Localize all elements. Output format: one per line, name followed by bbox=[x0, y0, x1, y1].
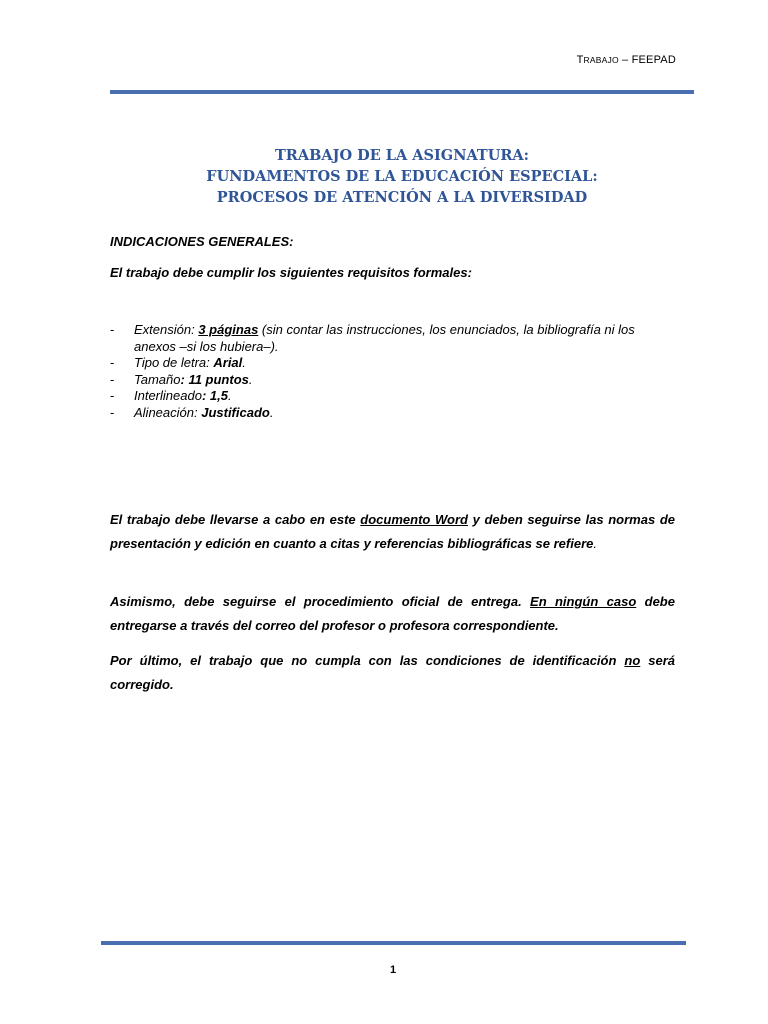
header-divider bbox=[110, 90, 694, 94]
requirement-value: : 1,5 bbox=[201, 388, 228, 403]
paragraph-word-document bbox=[110, 508, 675, 555]
requirements-list bbox=[110, 322, 680, 421]
list-dash: - bbox=[110, 322, 115, 337]
paragraph-text: será corregido. bbox=[110, 653, 675, 692]
requirement-label: Tipo de letra: bbox=[134, 355, 214, 370]
requirement-extension bbox=[110, 322, 680, 355]
requirement-font bbox=[110, 355, 680, 372]
requirement-end: . bbox=[227, 388, 232, 403]
list-dash: - bbox=[110, 371, 115, 387]
paragraph-end: . bbox=[593, 535, 597, 551]
paragraph-text: Por último, el trabajo que no cumpla con las condiciones de identificación bbox=[110, 653, 625, 668]
requirement-spacing bbox=[110, 388, 680, 405]
requirement-value: : 11 puntos bbox=[180, 371, 249, 387]
requirement-label: Extensión: bbox=[134, 322, 199, 337]
footer-divider bbox=[101, 941, 686, 945]
title-line-3: PROCESOS DE ATENCIÓN A LA DIVERSIDAD bbox=[216, 189, 588, 206]
list-dash: - bbox=[110, 404, 115, 420]
requirement-label: Interlineado bbox=[134, 388, 202, 403]
paragraph-text: debe entregarse a través del correo del profesor o profesora correspondiente. bbox=[110, 594, 675, 633]
header-label-suffix: – FEEPAD bbox=[618, 54, 676, 66]
document-title bbox=[110, 145, 694, 208]
requirement-end: . bbox=[242, 355, 246, 370]
requirement-value: 3 páginas bbox=[198, 322, 259, 337]
paragraph-text: El trabajo debe llevarse a cabo en este bbox=[110, 512, 361, 527]
requirement-end: . bbox=[248, 371, 253, 387]
requirement-label: Tamaño bbox=[134, 371, 181, 387]
title-line-1: TRABAJO DE LA ASIGNATURA: bbox=[275, 147, 529, 164]
section-heading: INDICACIONES GENERALES: bbox=[110, 234, 294, 249]
paragraph-identification bbox=[110, 649, 675, 696]
requirement-alignment bbox=[110, 405, 680, 422]
requirement-end: . bbox=[269, 404, 274, 420]
requirement-label: Alineación: bbox=[134, 404, 202, 420]
requirements-intro: El trabajo debe cumplir los siguientes requisitos formales: bbox=[110, 265, 472, 280]
header-label-smallcaps: RABAJO bbox=[583, 55, 619, 65]
page-header bbox=[577, 54, 676, 66]
title-line-2: FUNDAMENTOS DE LA EDUCACIÓN ESPECIAL: bbox=[206, 168, 598, 185]
paragraph-text: Asimismo, debe seguirse el procedimiento oficial de entrega. bbox=[110, 594, 531, 609]
header-label-initial: T bbox=[576, 54, 584, 66]
paragraph-text: y deben seguirse las normas de presentación y edición en cuanto a citas y referencias bibliográficas se refiere bbox=[110, 512, 676, 551]
requirement-note: (sin contar las instrucciones, los enunciados, la bibliografía ni los anexos –si los hubiera–). bbox=[134, 322, 635, 354]
page-number: 1 bbox=[389, 964, 397, 976]
requirement-value: Justificado bbox=[201, 404, 270, 420]
requirement-value: Arial bbox=[213, 355, 243, 370]
list-dash: - bbox=[110, 388, 115, 403]
requirement-size bbox=[110, 372, 680, 389]
word-document-emphasis: documento Word bbox=[360, 512, 468, 527]
no-emphasis: no bbox=[624, 653, 641, 668]
paragraph-submission bbox=[110, 590, 675, 637]
list-dash: - bbox=[110, 355, 115, 370]
no-case-emphasis: En ningún caso bbox=[530, 594, 637, 609]
